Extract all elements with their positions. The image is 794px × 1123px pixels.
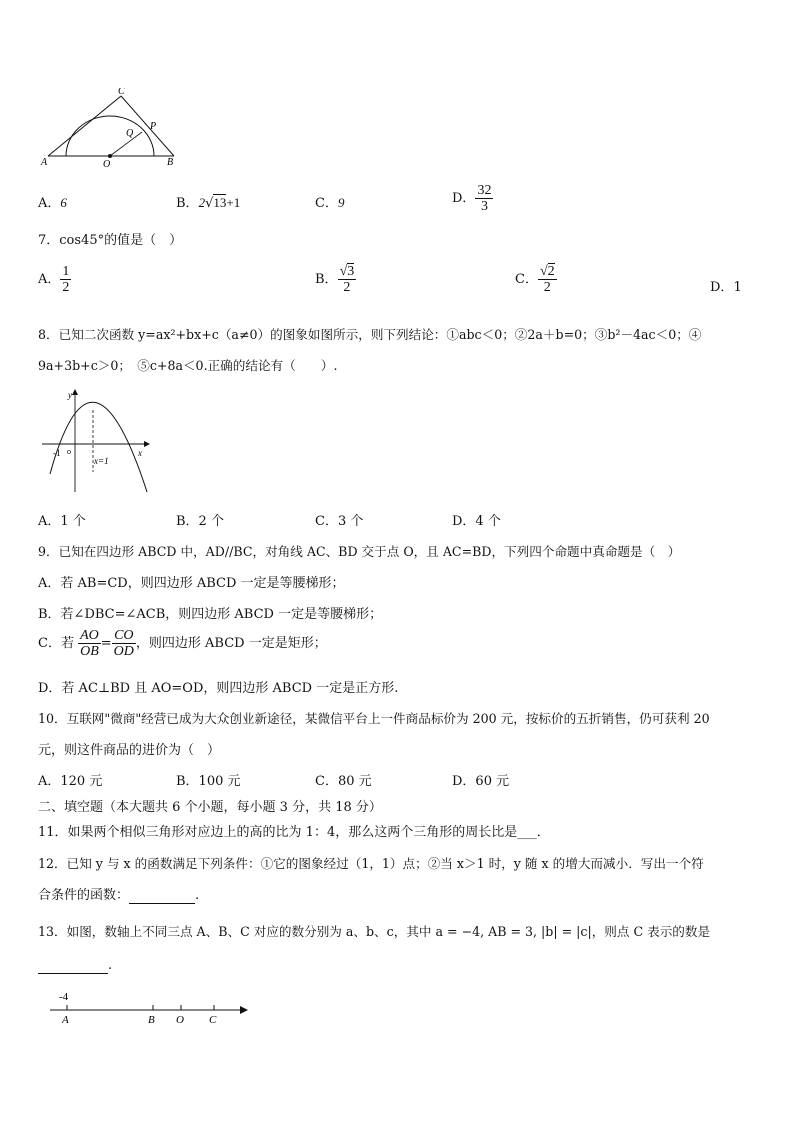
label-o: O [176,1014,184,1026]
q10-option-b[interactable]: B．100 元 [176,774,241,789]
label-axis: x=1 [94,456,109,466]
q8-option-a[interactable]: A．1 个 [38,514,86,529]
label-y: y [68,390,72,400]
q9-stem: 9．已知在四边形 ABCD 中，AD//BC，对角线 AC、BD 交于点 O，且 AC=BD，下列四个命题中真命题是（ ） [38,544,681,559]
q10-line1: 10．互联网"微商"经营已成为大众创业新途径，某微信平台上一件商品标价为 200 元，按标价的五折销售，仍可获利 20 [38,711,710,726]
q8-option-d[interactable]: D．4 个 [452,514,501,529]
label-a: A [62,1014,69,1026]
label-origin: o [67,447,71,456]
q9-option-a[interactable]: A．若 AB=CD，则四边形 ABCD 一定是等腰梯形； [38,576,345,591]
option-label: B． [315,272,338,287]
denominator: 2 [343,280,351,295]
radicand: 13 [213,195,227,210]
denominator: 3 [480,199,488,214]
q7-stem: 7．cos45°的值是（ ） [38,233,183,248]
q10-option-c[interactable]: C．80 元 [315,774,372,789]
fraction [338,264,357,295]
label-neg4: -4 [59,991,69,1003]
q7-option-c[interactable] [515,264,557,295]
label-neg1: -1 [53,448,61,458]
number-line-figure [46,988,252,1028]
q12-line1: 12．已知 y 与 x 的函数满足下列条件：①它的图象经过（1，1）点；②当 x＞1 时，y 随 x 的增大而减小．写出一个符 [38,856,704,871]
side-cb [121,96,174,156]
radicand: 2 [547,264,555,279]
label-x: x [138,448,142,458]
numerator: CO [114,628,134,643]
parabola-figure [40,386,152,494]
q8-line1: 8．已知二次函数 y=ax²+bx+c（a≠0）的图象如图所示，则下列结论：①abc＜0；②2a＋b=0；③b²－4ac＜0；④ [38,327,702,342]
label-q: Q [126,128,134,139]
q6-option-c[interactable] [315,192,344,211]
option-value: 9 [337,195,345,210]
q11-text: 11．如果两个相似三角形对应边上的高的比为 1：4，那么这两个三角形的周长比是___． [38,825,550,840]
q6-option-b[interactable] [176,192,240,211]
section-heading: 二、填空题（本大题共 6 个小题，每小题 3 分，共 18 分） [38,800,382,815]
q10-option-a[interactable]: A．120 元 [38,774,103,789]
period: . [108,958,113,973]
label-a: A [41,157,48,168]
period: . [195,888,200,903]
fraction-co-od [112,628,136,659]
y-axis-arrow [72,389,78,395]
option-label: B． [176,196,199,211]
denominator: OD [113,644,134,659]
numerator: √2 [539,264,555,279]
number-line-arrow [240,1006,248,1014]
option-text: ，则四边形 ABCD 一定是矩形； [135,636,327,651]
side-ac [48,96,121,156]
q12-line2 [38,884,199,904]
q13-line2 [38,958,112,974]
option-label: C．若 [38,636,74,651]
addend: +1 [226,195,241,210]
option-label: A． [38,272,61,287]
label-b: B [167,157,174,168]
label-b: B [148,1014,155,1026]
triangle-semicircle-figure [36,88,186,170]
option-label: D． [452,191,476,206]
q13-line1: 13．如图，数轴上不同三点 A、B、C 对应的数分别为 a、b、c，其中 a = −4, AB = 3, |b| = |c|，则点 C 表示的数是 [38,924,711,939]
denominator: 2 [543,280,551,295]
denominator: OB [80,644,99,659]
label-p: P [150,121,157,132]
q6-option-d[interactable] [452,183,493,214]
q9-option-b[interactable]: B．若∠DBC=∠ACB，则四边形 ABCD 一定是等腰梯形； [38,607,383,622]
x-axis-arrow [144,441,150,447]
option-value: 6 [60,195,67,210]
q12-line2-text: 合条件的函数： [38,888,130,903]
radicand: 3 [347,264,355,279]
q8-option-b[interactable]: B．2 个 [176,514,224,529]
fraction-ao-ob [78,628,101,659]
coefficient: 2 [198,195,206,210]
q9-option-c[interactable] [38,628,327,659]
numerator: 32 [477,183,492,198]
equals-sign: = [100,636,112,651]
answer-blank[interactable] [38,958,108,974]
fraction [60,264,71,295]
q10-option-d[interactable]: D．60 元 [452,774,510,789]
fraction [475,183,493,214]
center-dot [108,154,112,158]
denominator: 2 [62,280,70,295]
option-value: 1 [733,280,742,295]
q8-line2: 9a+3b+c＞0； ⑤c+8a＜0.正确的结论有（ ）. [38,358,338,373]
fraction [538,264,557,295]
semicircle [66,116,157,156]
q6-option-a[interactable] [38,192,67,211]
q8-option-c[interactable]: C．3 个 [315,514,364,529]
label-c: C [209,1014,217,1026]
option-label: C． [515,272,538,287]
option-label: D． [710,280,734,295]
label-c: C [118,88,125,97]
sqrt-sign: √ [205,196,214,211]
q7-option-a[interactable] [38,264,71,295]
numerator: AO [80,628,99,643]
option-label: A． [38,196,61,211]
q10-line2: 元，则这件商品的进价为（ ） [38,743,221,758]
answer-blank[interactable] [129,888,195,904]
numerator: 1 [62,264,70,279]
q7-option-d[interactable] [710,276,742,295]
q7-option-b[interactable] [315,264,356,295]
parabola-curve [50,402,147,492]
numerator: √3 [339,264,355,279]
q9-option-d[interactable]: D．若 AC⊥BD 且 AO=OD，则四边形 ABCD 一定是正方形. [38,681,399,696]
option-label: C． [315,196,338,211]
label-o: O [103,159,111,170]
